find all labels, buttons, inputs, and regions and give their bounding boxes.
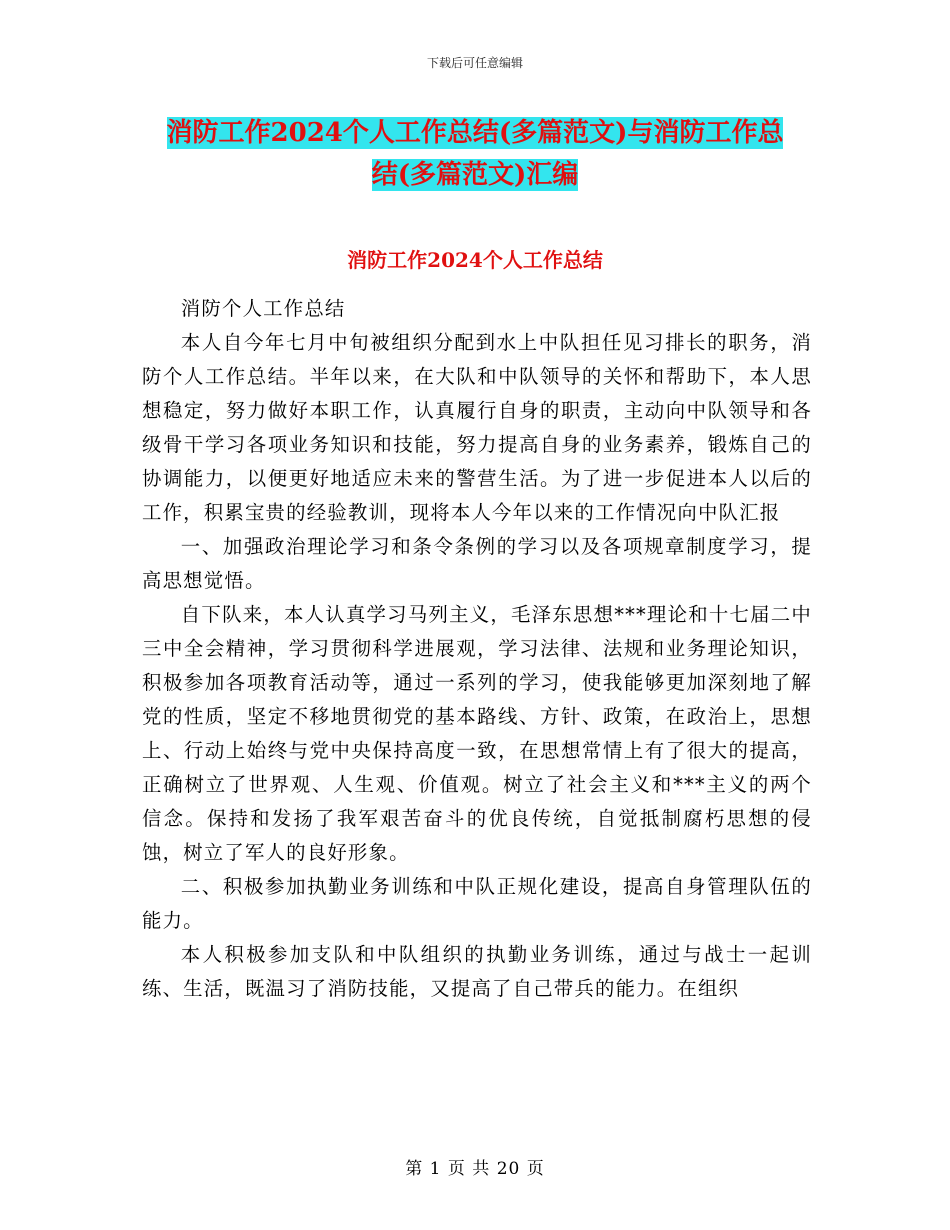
- main-title-line-1: 消防工作2024个人工作总结(多篇范文)与消防工作总: [166, 118, 784, 148]
- section-title: 消防工作2024个人工作总结: [347, 248, 603, 272]
- paragraph: 本人积极参加支队和中队组织的执勤业务训练，通过与战士一起训练、生活，既温习了消防技能，又提高了自己带兵的能力。在组织: [142, 943, 812, 1000]
- paragraph: 二、积极参加执勤业务训练和中队正规化建设，提高自身管理队伍的能力。: [142, 875, 812, 932]
- paragraph: 消防个人工作总结: [180, 297, 346, 320]
- paragraph: 自下队来，本人认真学习马列主义，毛泽东思想***理论和十七届二中三中全会精神，学习贯彻科学进展观，学习法律、法规和业务理论知识，积极参加各项教育活动等，通过一系列的学习，使我能够更加深刻地了解党的性质，坚定不移地贯彻党的基本路线、方针、政策，在政治上，思想上、行动上始终与党中央保持高度一致，在思想常情上有了很大的提高，正确树立了世界观、人生观、价值观。树立了社会主义和***主义的两个信念。保持和发扬了我军艰苦奋斗的优良传统，自觉抵制腐朽思想的侵蚀，树立了军人的良好形象。: [142, 603, 812, 864]
- main-title-line-2: 结(多篇范文)汇编: [371, 160, 579, 190]
- body-text: [142, 292, 812, 1006]
- paragraph: 一、加强政治理论学习和条令条例的学习以及各项规章制度学习，提高思想觉悟。: [142, 535, 812, 592]
- main-title: [140, 112, 810, 196]
- page-footer: 第 1 页 共 20 页: [405, 1159, 545, 1179]
- paragraph: 本人自今年七月中旬被组织分配到水上中队担任见习排长的职务，消防个人工作总结。半年以来，在大队和中队领导的关怀和帮助下，本人思想稳定，努力做好本职工作，认真履行自身的职责，主动向中队领导和各级骨干学习各项业务知识和技能，努力提高自身的业务素养，锻炼自己的协调能力，以便更好地适应未来的警营生活。为了进一步促进本人以后的工作，积累宝贵的经验教训，现将本人今年以来的工作情况向中队汇报: [142, 331, 812, 524]
- header-note: 下载后可任意编辑: [426, 56, 523, 70]
